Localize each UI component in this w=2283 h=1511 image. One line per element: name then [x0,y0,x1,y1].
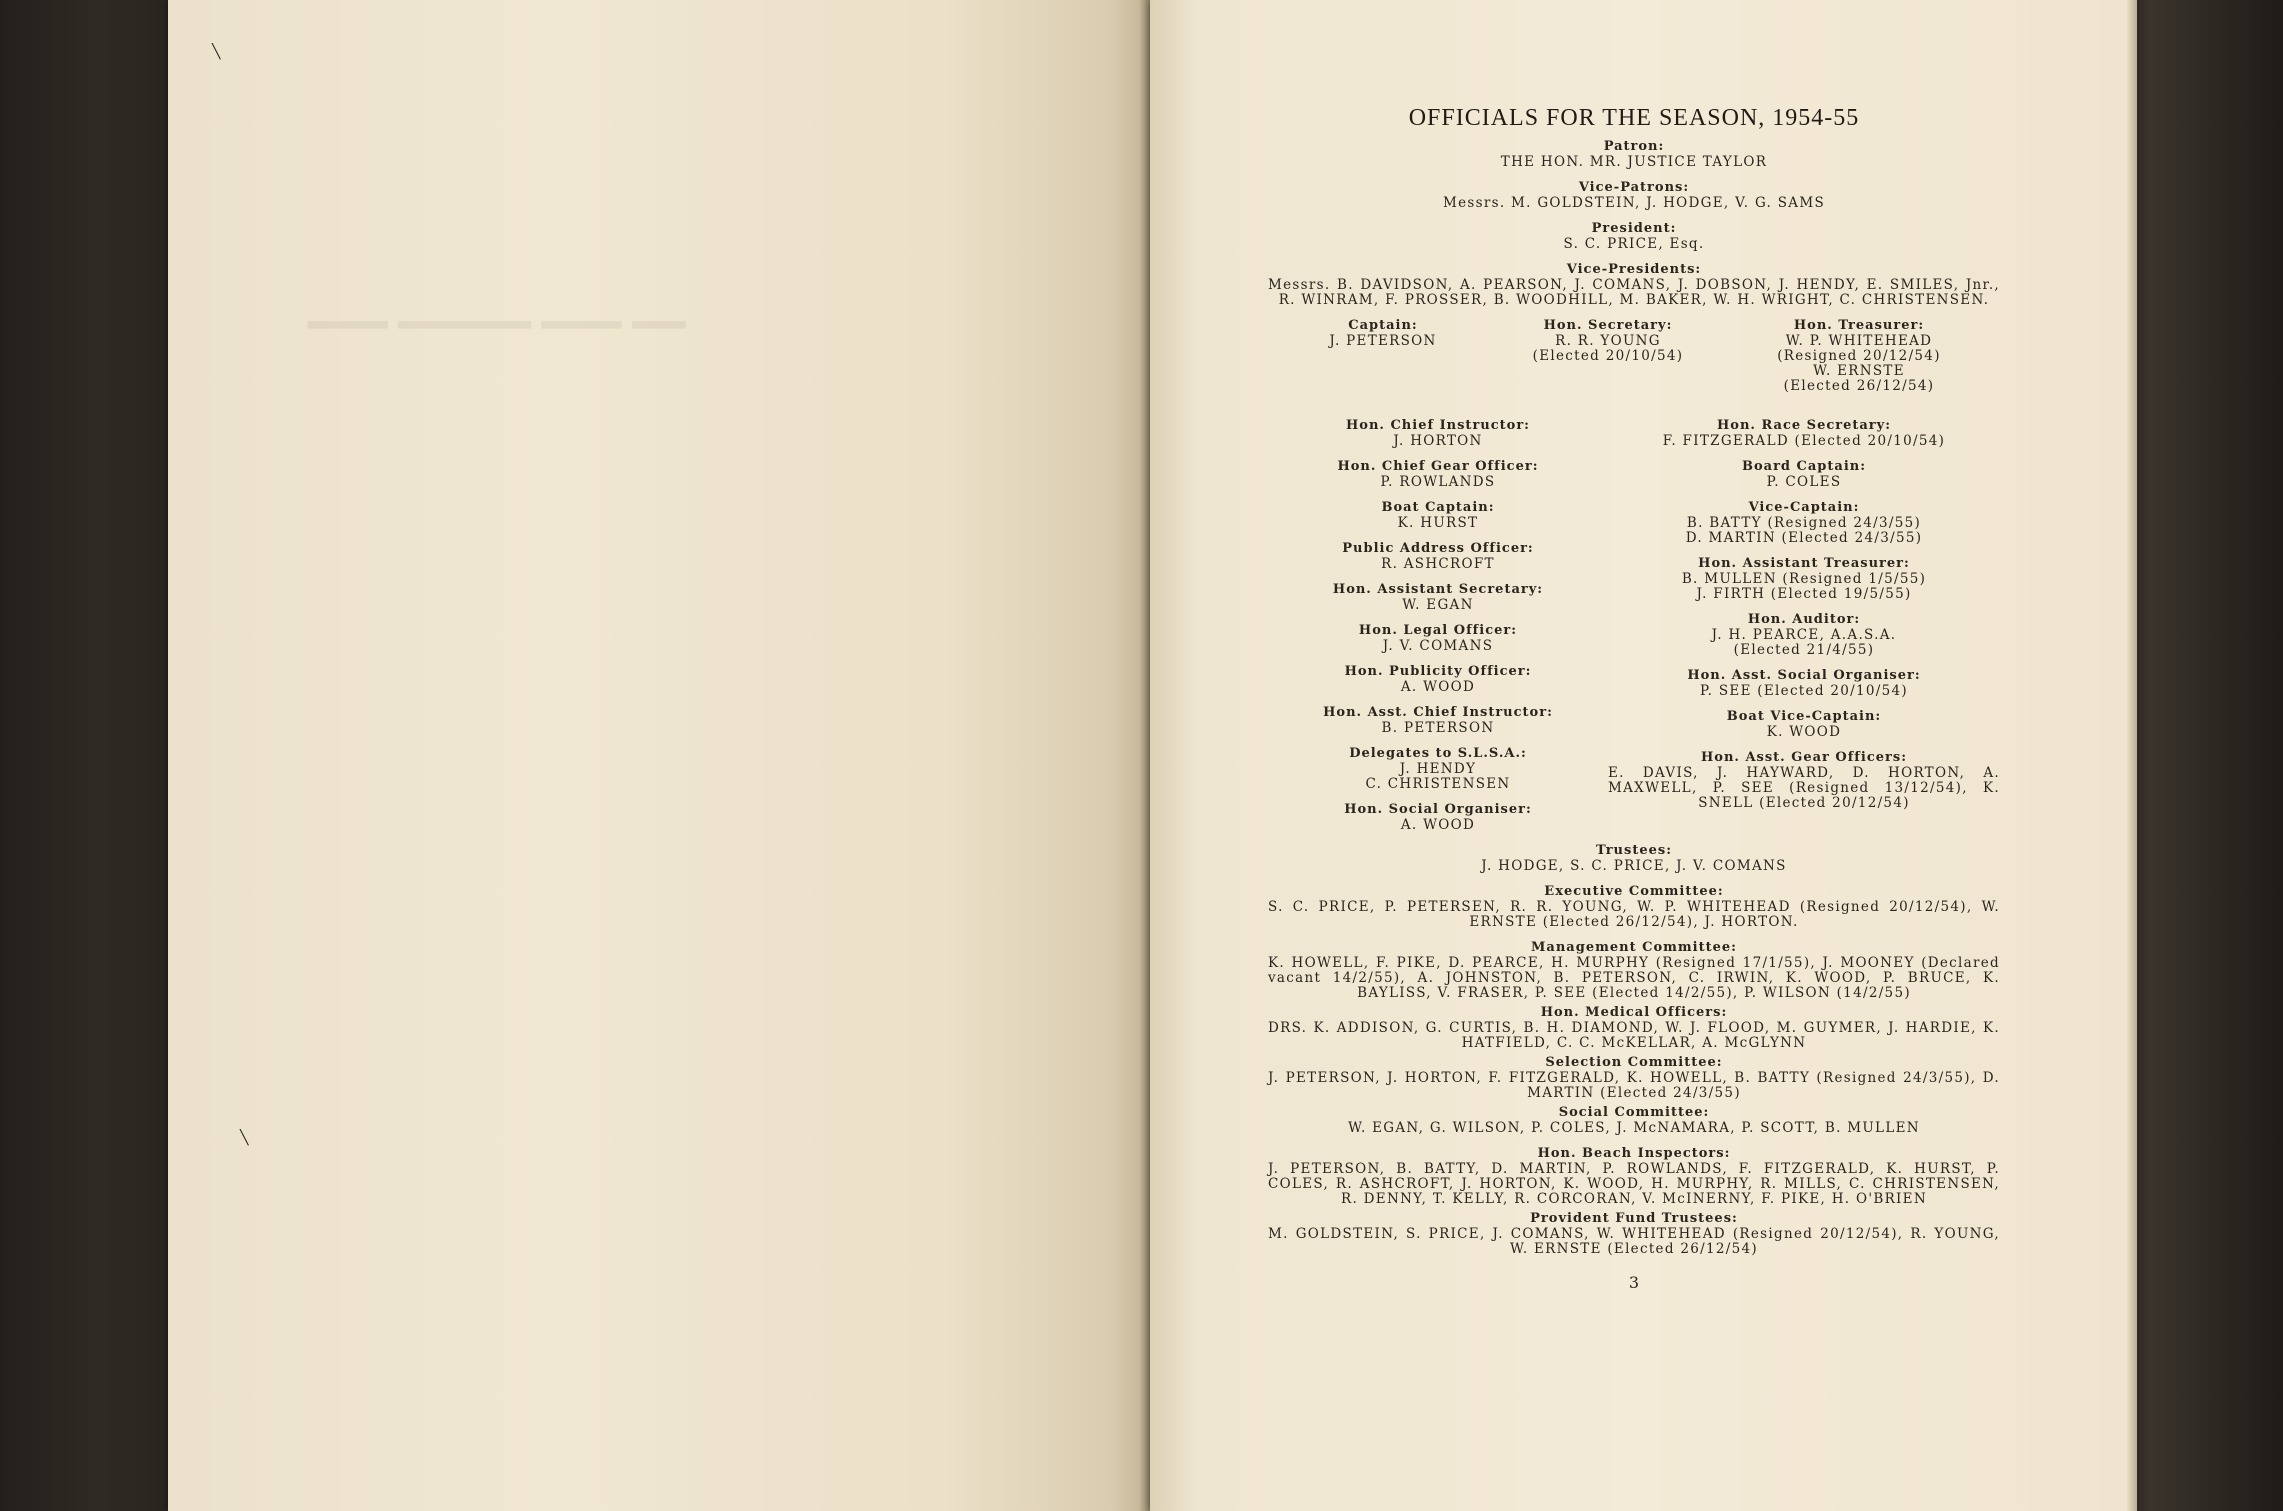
executive-committee-value: S. C. PRICE, P. PETERSEN, R. R. YOUNG, W. P. WHITEHEAD (Resigned 20/12/54), W. ERNSTE (Elected 26/12/54), J. HORTON. [1268,899,2000,930]
officer-label: Hon. Publicity Officer: [1344,664,1532,679]
hon-treasurer-block [1718,314,2000,394]
officer-label: Hon. Auditor: [1747,612,1861,627]
patron-label: Patron: [1603,139,1665,154]
trustees-value: J. HODGE, S. C. PRICE, J. V. COMANS [1481,858,1787,874]
officers-top-row [1268,314,2000,394]
officer-label: Vice-Captain: [1748,500,1860,515]
officer-label: Hon. Assistant Secretary: [1332,582,1544,597]
officer-label: Hon. Asst. Chief Instructor: [1323,705,1553,720]
officer-label: Hon. Asst. Social Organiser: [1687,668,1921,683]
officer-label: Boat Vice-Captain: [1726,709,1882,724]
hon-secretary-line: R. R. YOUNG [1555,333,1661,349]
officer-name: B. MULLEN (Resigned 1/5/55) [1681,571,1927,587]
vice-patrons-label: Vice-Patrons: [1578,180,1690,195]
hon-treasurer-label: Hon. Treasurer: [1793,318,1925,333]
left-page-blank [168,0,1140,1511]
officer-name: P. ROWLANDS [1380,474,1496,490]
president-value: S. C. PRICE, Esq. [1563,236,1705,252]
page-number: 3 [1628,1273,1640,1292]
officer-label: Hon. Social Organiser: [1344,802,1532,817]
officer-name: P. SEE (Elected 20/10/54) [1700,683,1908,699]
trustees-label: Trustees: [1595,843,1672,858]
officer-label: Board Captain: [1741,459,1867,474]
scan-speck: ╲ [240,1130,249,1146]
officer-label: Hon. Chief Instructor: [1346,418,1530,433]
provident-fund-label: Provident Fund Trustees: [1530,1211,1738,1226]
officer-label: Hon. Legal Officer: [1358,623,1518,638]
bleed-through-mark [528,420,532,424]
management-committee-label: Management Committee: [1531,940,1737,955]
officer-label: Hon. Asst. Gear Officers: [1700,750,1907,765]
officer-name: C. CHRISTENSEN [1365,776,1511,792]
officer-name: W. EGAN [1402,597,1474,613]
left-officers-column [1268,414,1608,833]
page-edge [2127,0,2137,1511]
beach-inspectors-value: J. PETERSON, B. BATTY, D. MARTIN, P. ROWLANDS, F. FITZGERALD, K. HURST, P. COLES, R. ASHCROFT, J. HORTON, K. WOOD, H. MURPHY, R. MILLS, C. CHRISTENSEN, R. DENNY, T. KELLY, R. CORCORAN, V. McINERNY, F. PIKE, H. O'BRIEN [1268,1161,2000,1207]
officer-label: Hon. Assistant Treasurer: [1698,556,1910,571]
patron-value: THE HON. MR. JUSTICE TAYLOR [1500,154,1768,170]
officer-name: A. WOOD [1400,679,1476,695]
officer-name: (Elected 21/4/55) [1733,642,1875,658]
bleed-through-heading: ━━ ━━━ ━━━━━ ━━━ [308,301,686,350]
officer-name: B. PETERSON [1381,720,1495,736]
scan-speck: ╲ [212,44,221,60]
captain-label: Captain: [1348,318,1418,333]
hon-secretary-block [1498,314,1718,394]
officer-name: D. MARTIN (Elected 24/3/55) [1685,530,1923,546]
social-committee-label: Social Committee: [1558,1105,1710,1120]
vice-patrons-value: Messrs. M. GOLDSTEIN, J. HODGE, V. G. SAMS [1442,195,1825,211]
officer-name: R. ASHCROFT [1381,556,1495,572]
officer-names-paragraph: E. DAVIS, J. HAYWARD, D. HORTON, A. MAXWELL, P. SEE (Resigned 13/12/54), K. SNELL (Elected 20/12/54) [1608,765,2000,811]
officer-name: K. WOOD [1766,724,1842,740]
officer-label: Delegates to S.L.S.A.: [1349,746,1527,761]
captain-block [1268,314,1498,394]
hon-treasurer-line: W. P. WHITEHEAD [1785,333,1933,349]
officers-two-columns [1268,414,2000,833]
officer-name: K. HURST [1397,515,1479,531]
hon-secretary-label: Hon. Secretary: [1543,318,1673,333]
officials-list [1268,105,2000,1292]
hon-treasurer-line: (Elected 26/12/54) [1783,378,1935,394]
page-title: OFFICIALS FOR THE SEASON, 1954-55 [1408,105,1860,131]
president-label: President: [1591,221,1677,236]
hon-treasurer-line: W. ERNSTE [1813,363,1905,379]
officer-name: A. WOOD [1400,817,1476,833]
officer-name: P. COLES [1766,474,1842,490]
executive-committee-label: Executive Committee: [1544,884,1724,899]
social-committee-value: W. EGAN, G. WILSON, P. COLES, J. McNAMARA, P. SCOTT, B. MULLEN [1348,1120,1920,1136]
selection-committee-value: J. PETERSON, J. HORTON, F. FITZGERALD, K. HOWELL, B. BATTY (Resigned 24/3/55), D. MARTIN (Elected 24/3/55) [1268,1070,2000,1101]
officer-name: F. FITZGERALD (Elected 20/10/54) [1662,433,1946,449]
hon-secretary-line: (Elected 20/10/54) [1532,348,1684,364]
officer-label: Hon. Race Secretary: [1716,418,1892,433]
right-officers-column [1608,414,2000,833]
captain-value: J. PETERSON [1329,333,1437,349]
management-committee-value: K. HOWELL, F. PIKE, D. PEARCE, H. MURPHY (Resigned 17/1/55), J. MOONEY (Declared vacant 14/2/55), A. JOHNSTON, B. PETERSON, C. IRWIN, K. WOOD, P. BRUCE, K. BAYLISS, V. FRASER, P. SEE (Elected 14/2/55), P. WILSON (14/2/55) [1268,955,2000,1001]
officer-name: J. FIRTH (Elected 19/5/55) [1696,586,1912,602]
officer-label: Boat Captain: [1381,500,1495,515]
officer-label: Hon. Chief Gear Officer: [1337,459,1539,474]
beach-inspectors-label: Hon. Beach Inspectors: [1537,1146,1731,1161]
provident-fund-value: M. GOLDSTEIN, S. PRICE, J. COMANS, W. WHITEHEAD (Resigned 20/12/54), R. YOUNG, W. ERNSTE (Elected 26/12/54) [1268,1226,2000,1257]
officer-label: Public Address Officer: [1342,541,1534,556]
officer-name: J. H. PEARCE, A.A.S.A. [1711,627,1897,643]
hon-treasurer-line: (Resigned 20/12/54) [1777,348,1941,364]
medical-officers-value: DRS. K. ADDISON, G. CURTIS, B. H. DIAMOND, W. J. FLOOD, M. GUYMER, J. HARDIE, K. HATFIELD, C. C. McKELLAR, A. McGLYNN [1268,1020,2000,1051]
vice-presidents-value: Messrs. B. DAVIDSON, A. PEARSON, J. COMANS, J. DOBSON, J. HENDY, E. SMILES, Jnr., R. WINRAM, F. PROSSER, B. WOODHILL, M. BAKER, W. H. WRIGHT, C. CHRISTENSEN. [1268,277,2000,308]
vice-presidents-label: Vice-Presidents: [1566,262,1702,277]
officer-name: J. HORTON [1393,433,1483,449]
selection-committee-label: Selection Committee: [1545,1055,1723,1070]
officer-name: B. BATTY (Resigned 24/3/55) [1686,515,1922,531]
officer-name: J. HENDY [1399,761,1477,777]
officer-name: J. V. COMANS [1382,638,1494,654]
medical-officers-label: Hon. Medical Officers: [1540,1005,1728,1020]
